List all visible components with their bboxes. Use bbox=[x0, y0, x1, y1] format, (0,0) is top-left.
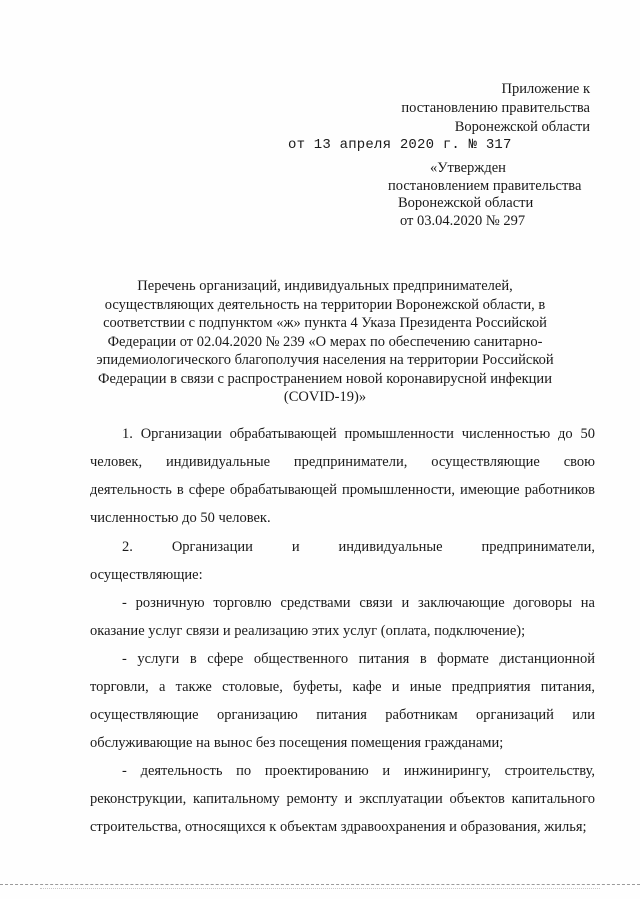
paragraph-2-continuation: осуществляющие: bbox=[90, 567, 203, 583]
annex-line-1: Приложение к bbox=[501, 81, 590, 97]
title-line: соответствии с подпунктом «ж» пункта 4 Указа Президента Российской bbox=[103, 315, 547, 331]
paragraph-2-first-line bbox=[90, 533, 595, 561]
list-item: - розничную торговлю средствами связи и заключающие договоры на оказание услуг связи и реализацию этих услуг (оплата, подключение); bbox=[90, 595, 595, 639]
scan-edge-dots bbox=[40, 888, 600, 890]
title-line: (COVID-19)» bbox=[283, 389, 367, 405]
title-line: Перечень организаций, индивидуальных предпринимателей, bbox=[137, 278, 513, 294]
document-title bbox=[80, 277, 570, 407]
title-line: осуществляющих деятельность на территории Воронежской области, в bbox=[104, 296, 546, 313]
title-line: эпидемиологического благополучия населения на территории Российской bbox=[96, 352, 554, 368]
paragraph-2-word: и bbox=[291, 539, 300, 555]
approved-block bbox=[370, 160, 620, 230]
annex-date-stamp: от 13 апреля 2020 г. № 317 bbox=[288, 137, 512, 153]
paragraph-2-word: Организации bbox=[171, 539, 253, 555]
paragraph-2-word: предприниматели, bbox=[481, 539, 595, 555]
approved-line-4: от 03.04.2020 № 297 bbox=[400, 212, 526, 229]
list-item: - услуги в сфере общественного питания в формате дистанционной торговли, а также столовые, буфеты, кафе и иные предприятия питания, осуществляющие организацию питания работникам организаций или обслуживающие на вынос без посещения помещения гражданами; bbox=[90, 651, 595, 751]
list-item: - деятельность по проектированию и инжинирингу, строительству, реконструкции, капитальному ремонту и эксплуатации объектов капитального строительства, относящихся к объектам здравоохранения и образования, жилья; bbox=[90, 763, 595, 835]
annex-line-2: постановлению правительства bbox=[401, 100, 590, 116]
scan-edge-line bbox=[0, 884, 640, 886]
title-line: Федерации от 02.04.2020 № 239 «О мерах по обеспечению санитарно- bbox=[107, 333, 543, 350]
approved-line-1: «Утвержден bbox=[430, 160, 506, 176]
annex-line-3: Воронежской области bbox=[454, 119, 590, 135]
title-line: Федерации в связи с распространением новой коронавирусной инфекции bbox=[98, 370, 552, 387]
approved-line-3: Воронежской области bbox=[398, 195, 534, 211]
document-body bbox=[90, 420, 595, 841]
approved-line-2: постановлением правительства bbox=[388, 177, 582, 194]
annex-header bbox=[360, 80, 590, 137]
paragraph-2-word: 2. bbox=[122, 539, 133, 555]
paragraph-1: 1. Организации обрабатывающей промышленности численностью до 50 человек, индивидуальные предприниматели, осуществляющие свою деятельность в сфере обрабатывающей промышленности, имеющие работников численностью до 50 человек. bbox=[90, 426, 595, 526]
paragraph-2-word: индивидуальные bbox=[338, 539, 443, 555]
